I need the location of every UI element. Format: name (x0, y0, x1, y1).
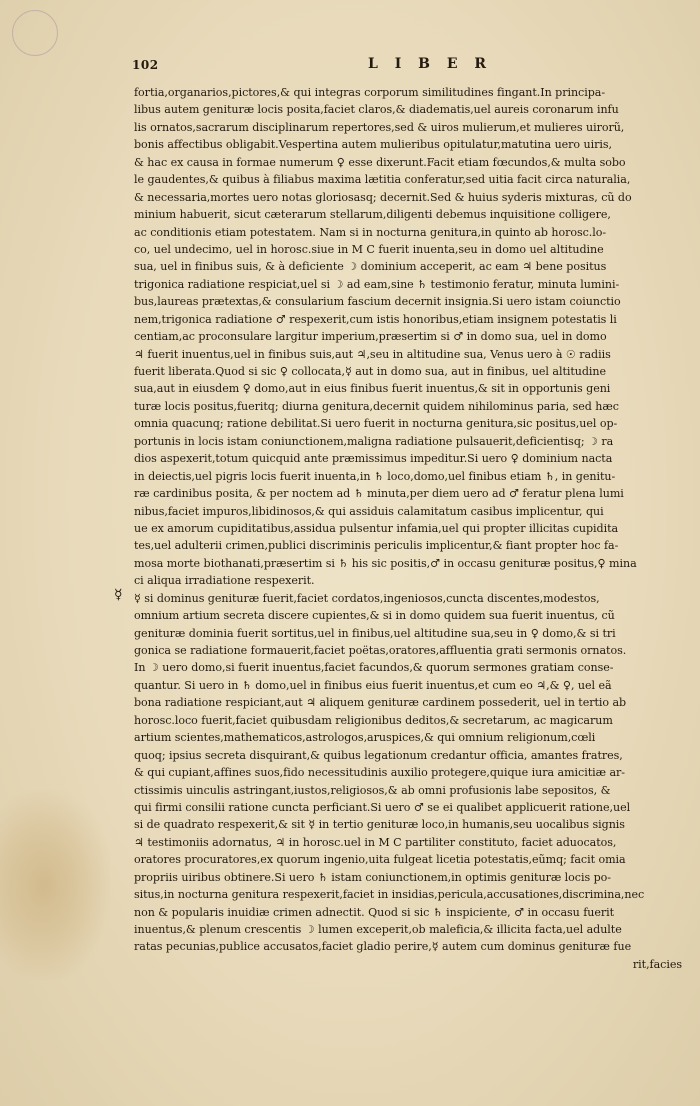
text-line: trigonica radiatione respiciat,uel si ☽ ad eam,sine ♄ testimonio feratur, minuta lumini- (134, 277, 620, 291)
text-line: minium habuerit, sicut cæterarum stellarum,diligenti debemus inquisitione colligere, (134, 208, 611, 222)
text-line: fortia,organarios,pictores,& qui integras corporum similitudines fingant.In principa- (134, 86, 606, 99)
text-line: & qui cupiant,affines suos,fido necessitudinis auxilio protegere,quique iura amicitiæ ar- (134, 766, 625, 780)
text-line: bus,laureas prætextas,& consularium fascium decernit insignia.Si uero istam coiunctio (134, 295, 621, 309)
library-stamp-mark (12, 10, 58, 56)
text-line: bona radiatione respiciant,aut ♃ aliquem genituræ cardinem possederit, uel in tertio ab (134, 696, 627, 710)
text-line: fuerit liberata.Quod si sic ♀ collocata,☿ aut in domo sua, aut in finibus, uel altitudine (134, 365, 607, 378)
text-line: sua, uel in finibus suis, & à deficiente ☽ dominium acceperit, ac eam ♃ bene positus (134, 260, 607, 274)
text-line: quantur. Si uero in ♄ domo,uel in finibus eius fuerit inuentus,et cum eo ♃,& ♀, uel eã (134, 678, 612, 692)
text-line: turæ locis positus,fueritq; diurna genitura,decernit quidem nihilominus paria, sed hæc (134, 399, 619, 413)
text-line: inuentus,& plenum crescentis ☽ lumen exceperit,ob maleficia,& illicita facta,uel adulte (134, 923, 622, 936)
text-line: bonis affectibus obligabit.Vespertina autem mulieribus opitulatur,matutina uero uiris, (134, 138, 612, 152)
text-line: dios aspexerit,totum quicquid ante præmissimus impeditur.Si uero ♀ dominium nacta (134, 452, 613, 466)
text-line: ac conditionis etiam potestatem. Nam si in nocturna genitura,in quinto ab horosc.lo- (134, 225, 607, 239)
page-header (0, 56, 700, 76)
text-line: ræ cardinibus posita, & per noctem ad ♄ minuta,per diem uero ad ♂ feratur plena lumi (134, 487, 624, 501)
text-line: genituræ dominia fuerit sortitus,uel in finibus,uel altitudine sua,seu in ♀ domo,& si tri (134, 626, 616, 640)
text-line: in deiectis,uel pigris locis fuerit inuenta,in ♄ loco,domo,uel finibus etiam ♄, in genitu- (134, 469, 616, 483)
folio-number: 102 (132, 58, 159, 72)
mercury-marginal-sign: ☿ (114, 587, 123, 603)
text-line: centiam,ac proconsulare largitur imperium,præsertim si ♂ in domo sua, uel in domo (134, 330, 607, 344)
text-line: propriis uiribus obtinere.Si uero ♄ istam coniunctionem,in optimis genituræ locis po- (134, 870, 611, 884)
text-line: si de quadrato respexerit,& sit ☿ in tertio genituræ loco,in humanis,seu uocalibus signis (134, 818, 625, 832)
text-line: ue ex amorum cupiditatibus,assidua pulsentur infamia,uel qui propter illicitas cupidita (134, 521, 619, 535)
text-line: sua,aut in eiusdem ♀ domo,aut in eius finibus fuerit inuentus,& sit in opportunis geni (134, 382, 611, 396)
running-head: L I B E R (368, 56, 493, 72)
text-line: qui firmi consilii ratione cuncta perficiant.Si uero ♂ se ei qualibet applicuerit ratione,uel (134, 800, 631, 814)
body-text-block (134, 84, 682, 973)
text-line: artium scientes,mathematicos,astrologos,aruspices,& qui omnium religionum,cœli (134, 731, 596, 745)
text-line: mosa morte biothanati,præsertim si ♄ his sic positis,♂ in occasu genituræ positus,♀ mina (134, 556, 637, 570)
text-line: quoq; ipsius secreta disquirant,& quibus legationum credantur officia, amantes fratres, (134, 748, 623, 762)
text-line: non & popularis inuidiæ crimen adnectit. Quod si sic ♄ inspiciente, ♂ in occasu fuerit (134, 905, 615, 919)
text-line: ctissimis uinculis astringant,iustos,religiosos,& ab omni profusionis labe sepositos, & (134, 783, 611, 797)
text-line: nibus,faciet impuros,libidinosos,& qui assiduis calamitatum casibus implicentur, qui (134, 504, 604, 518)
text-line: & necessaria,mortes uero notas gloriosasq; decernit.Sed & huius syderis mixturas, cũ do (134, 190, 632, 204)
text-line: omnium artium secreta discere cupientes,& si in domo quidem sua fuerit inuentus, cũ (134, 609, 615, 623)
text-line: co, uel undecimo, uel in horosc.siue in M C fuerit inuenta,seu in domo uel altitudine (134, 242, 604, 256)
text-line: portunis in locis istam coniunctionem,maligna radiatione pulsauerit,deficientisq; ☽ ra (134, 434, 614, 448)
text-line: horosc.loco fuerit,faciet quibusdam religionibus deditos,& secretarum, ac magicarum (134, 713, 613, 727)
text-line: ratas pecunias,publice accusatos,faciet gladio perire,☿ autem cum dominus genituræ fue (134, 940, 632, 954)
water-stain (0, 790, 110, 980)
text-line: ♃ testimoniis adornatus, ♃ in horosc.uel in M C partiliter constituto, faciet aduocatos, (134, 835, 617, 849)
text-line: & hac ex causa in formae numerum ♀ esse dixerunt.Facit etiam fœcundos,& multa sobo (134, 155, 626, 169)
text-line: situs,in nocturna genitura respexerit,faciet in insidias,pericula,accusationes,discrimina,nec (134, 888, 645, 902)
text-line: In ☽ uero domo,si fuerit inuentus,faciet facundos,& quorum sermones gratiam conse- (134, 661, 614, 675)
text-line: oratores procuratores,ex quorum ingenio,uita fulgeat licetia potestatis,eũmq; facit omia (134, 853, 626, 867)
text-line: le gaudentes,& quibus à filiabus maxima lætitia conferatur,sed uitia facit circa naturalia, (134, 173, 631, 187)
text-line: ci aliqua irradiatione respexerit. (134, 574, 315, 588)
text-line: ♃ fuerit inuentus,uel in finibus suis,aut ♃,seu in altitudine sua, Venus uero à ☉ radiis (134, 347, 611, 361)
text-line: nem,trigonica radiatione ♂ respexerit,cum istis honoribus,etiam insignem potestatis li (134, 312, 617, 326)
text-line: libus autem genituræ locis posita,faciet claros,& diadematis,uel aureis coronarum infu (134, 103, 619, 117)
text-line: omnia quacunq; ratione debilitat.Si uero fuerit in nocturna genitura,sic positus,uel op- (134, 417, 618, 431)
catchword: rit,facies (632, 957, 682, 971)
text-line: tes,uel adulterii crimen,publici discriminis periculis implicentur,& fiant propter hoc fa- (134, 539, 619, 553)
text-line: lis ornatos,sacrarum disciplinarum repertores,sed & uiros mulierum,et mulieres uirorũ, (134, 120, 625, 134)
text-line: ☿ si dominus genituræ fuerit,faciet cordatos,ingeniosos,cuncta discentes,modestos, (134, 591, 600, 605)
text-line: gonica se radiatione formauerit,faciet poëtas,oratores,affluentia grati sermonis ornatos. (134, 644, 627, 657)
